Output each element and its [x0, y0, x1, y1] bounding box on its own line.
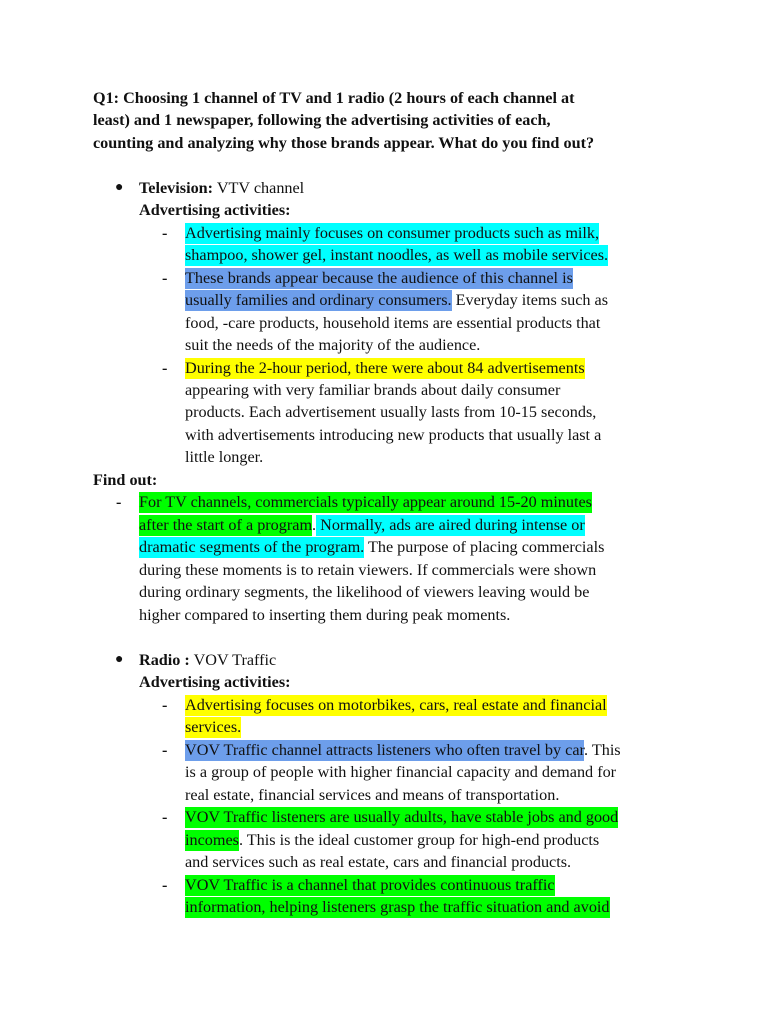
radio-item-1-hl-1: Advertising focuses on motorbikes, cars, real estate and financial — [185, 696, 607, 714]
tv-title — [139, 178, 304, 198]
tv-item-1-line-1 — [185, 223, 599, 243]
radio-activities-heading: Advertising activities: — [139, 673, 291, 691]
radio-item-1-line-2 — [185, 717, 241, 737]
tv-item-2-rest-2: Everyday items such as — [451, 291, 609, 309]
tv-item-3-line-4: with advertisements introducing new products that usually last a — [185, 426, 602, 444]
tv-item-1-line-2 — [185, 245, 608, 265]
tv-item-2-line-4: suit the needs of the majority of the audience. — [185, 336, 481, 354]
tv-item-2-hl-1: These brands appear because the audience of this channel is — [185, 269, 573, 287]
radio-item-2-line-2: is a group of people with higher financial capacity and demand for — [185, 763, 617, 781]
question-line-3: counting and analyzing why those brands appear. What do you find out? — [93, 134, 595, 152]
tv-item-2-hl-2: usually families and ordinary consumers. — [185, 291, 452, 309]
radio-item-1-line-1 — [185, 695, 607, 715]
tv-item-3-line-2: appearing with very familiar brands about daily consumer — [185, 381, 561, 399]
findout-dash: - — [116, 493, 122, 511]
radio-item-3-line-3: and services such as real estate, cars and financial products. — [185, 853, 572, 871]
radio-item-2-line-1 — [185, 740, 621, 760]
radio-item-3-dash: - — [162, 808, 168, 826]
findout-line-6: higher compared to inserting them during peak moments. — [139, 606, 511, 624]
tv-item-1-dash: - — [162, 224, 168, 242]
tv-item-2-line-1 — [185, 268, 573, 288]
radio-item-1-dash: - — [162, 696, 168, 714]
tv-item-2-dash: - — [162, 269, 168, 287]
radio-item-1-hl-2: services. — [185, 718, 242, 736]
tv-item-1-hl-1: Advertising mainly focuses on consumer products such as milk, — [185, 224, 600, 242]
question-line-1: Q1: Choosing 1 channel of TV and 1 radio (2 hours of each channel at — [93, 89, 575, 107]
findout-hl-green-2: after the start of a program — [139, 516, 313, 534]
findout-line-2 — [139, 515, 585, 535]
radio-label: Radio : — [139, 651, 190, 669]
findout-heading: Find out: — [93, 471, 158, 489]
radio-item-2-rest-1: . This — [584, 741, 621, 759]
findout-line-5: during ordinary segments, the likelihood of viewers leaving would be — [139, 583, 590, 601]
question-line-2: least) and 1 newspaper, following the advertising activities of each, — [93, 111, 551, 129]
radio-item-2-dash: - — [162, 741, 168, 759]
radio-item-3-line-2 — [185, 830, 599, 850]
tv-item-2-line-3: food, -care products, household items are essential products that — [185, 314, 601, 332]
tv-item-2-line-2 — [185, 290, 608, 310]
radio-item-4-dash: - — [162, 876, 168, 894]
tv-item-1-hl-2: shampoo, shower gel, instant noodles, as well as mobile services. — [185, 246, 609, 264]
radio-item-3-line-1 — [185, 807, 618, 827]
findout-rest-3: The purpose of placing commercials — [364, 538, 605, 556]
radio-bullet: ● — [115, 652, 124, 667]
tv-activities-heading: Advertising activities: — [139, 201, 291, 219]
findout-line-4: during these moments is to retain viewers. If commercials were shown — [139, 561, 597, 579]
findout-hl-cyan-2: Normally, ads are aired during intense or — [316, 516, 585, 534]
tv-channel: VTV channel — [216, 179, 305, 197]
radio-item-2-hl-1: VOV Traffic channel attracts listeners who often travel by car — [185, 741, 585, 759]
radio-item-4-hl-1: VOV Traffic is a channel that provides continuous traffic — [185, 876, 555, 894]
radio-channel: VOV Traffic — [193, 651, 277, 669]
tv-label: Television: — [139, 179, 214, 197]
tv-item-3-line-1 — [185, 358, 585, 378]
findout-period: . — [312, 516, 317, 534]
radio-item-4-line-1 — [185, 875, 555, 895]
findout-hl-1: For TV channels, commercials typically appear around 15-20 minutes — [139, 493, 592, 511]
tv-item-3-line-3: products. Each advertisement usually lasts from 10-15 seconds, — [185, 403, 597, 421]
radio-item-2-line-3: real estate, financial services and means of transportation. — [185, 786, 560, 804]
radio-item-3-rest-2: . This is the ideal customer group for high-end products — [238, 831, 600, 849]
tv-bullet: ● — [115, 180, 124, 195]
findout-hl-cyan-3: dramatic segments of the program. — [139, 538, 365, 556]
tv-item-3-dash: - — [162, 359, 168, 377]
tv-item-3-hl-1: During the 2-hour period, there were about 84 advertisements — [185, 359, 585, 377]
radio-item-4-hl-2: information, helping listeners grasp the traffic situation and avoid — [185, 898, 610, 916]
findout-line-1 — [139, 492, 592, 512]
radio-item-3-hl-2: incomes — [185, 831, 239, 849]
radio-item-4-line-2 — [185, 897, 610, 917]
findout-line-3 — [139, 537, 604, 557]
radio-item-3-hl-1: VOV Traffic listeners are usually adults, have stable jobs and good — [185, 808, 619, 826]
radio-title — [139, 650, 276, 670]
tv-item-3-line-5: little longer. — [185, 448, 264, 466]
